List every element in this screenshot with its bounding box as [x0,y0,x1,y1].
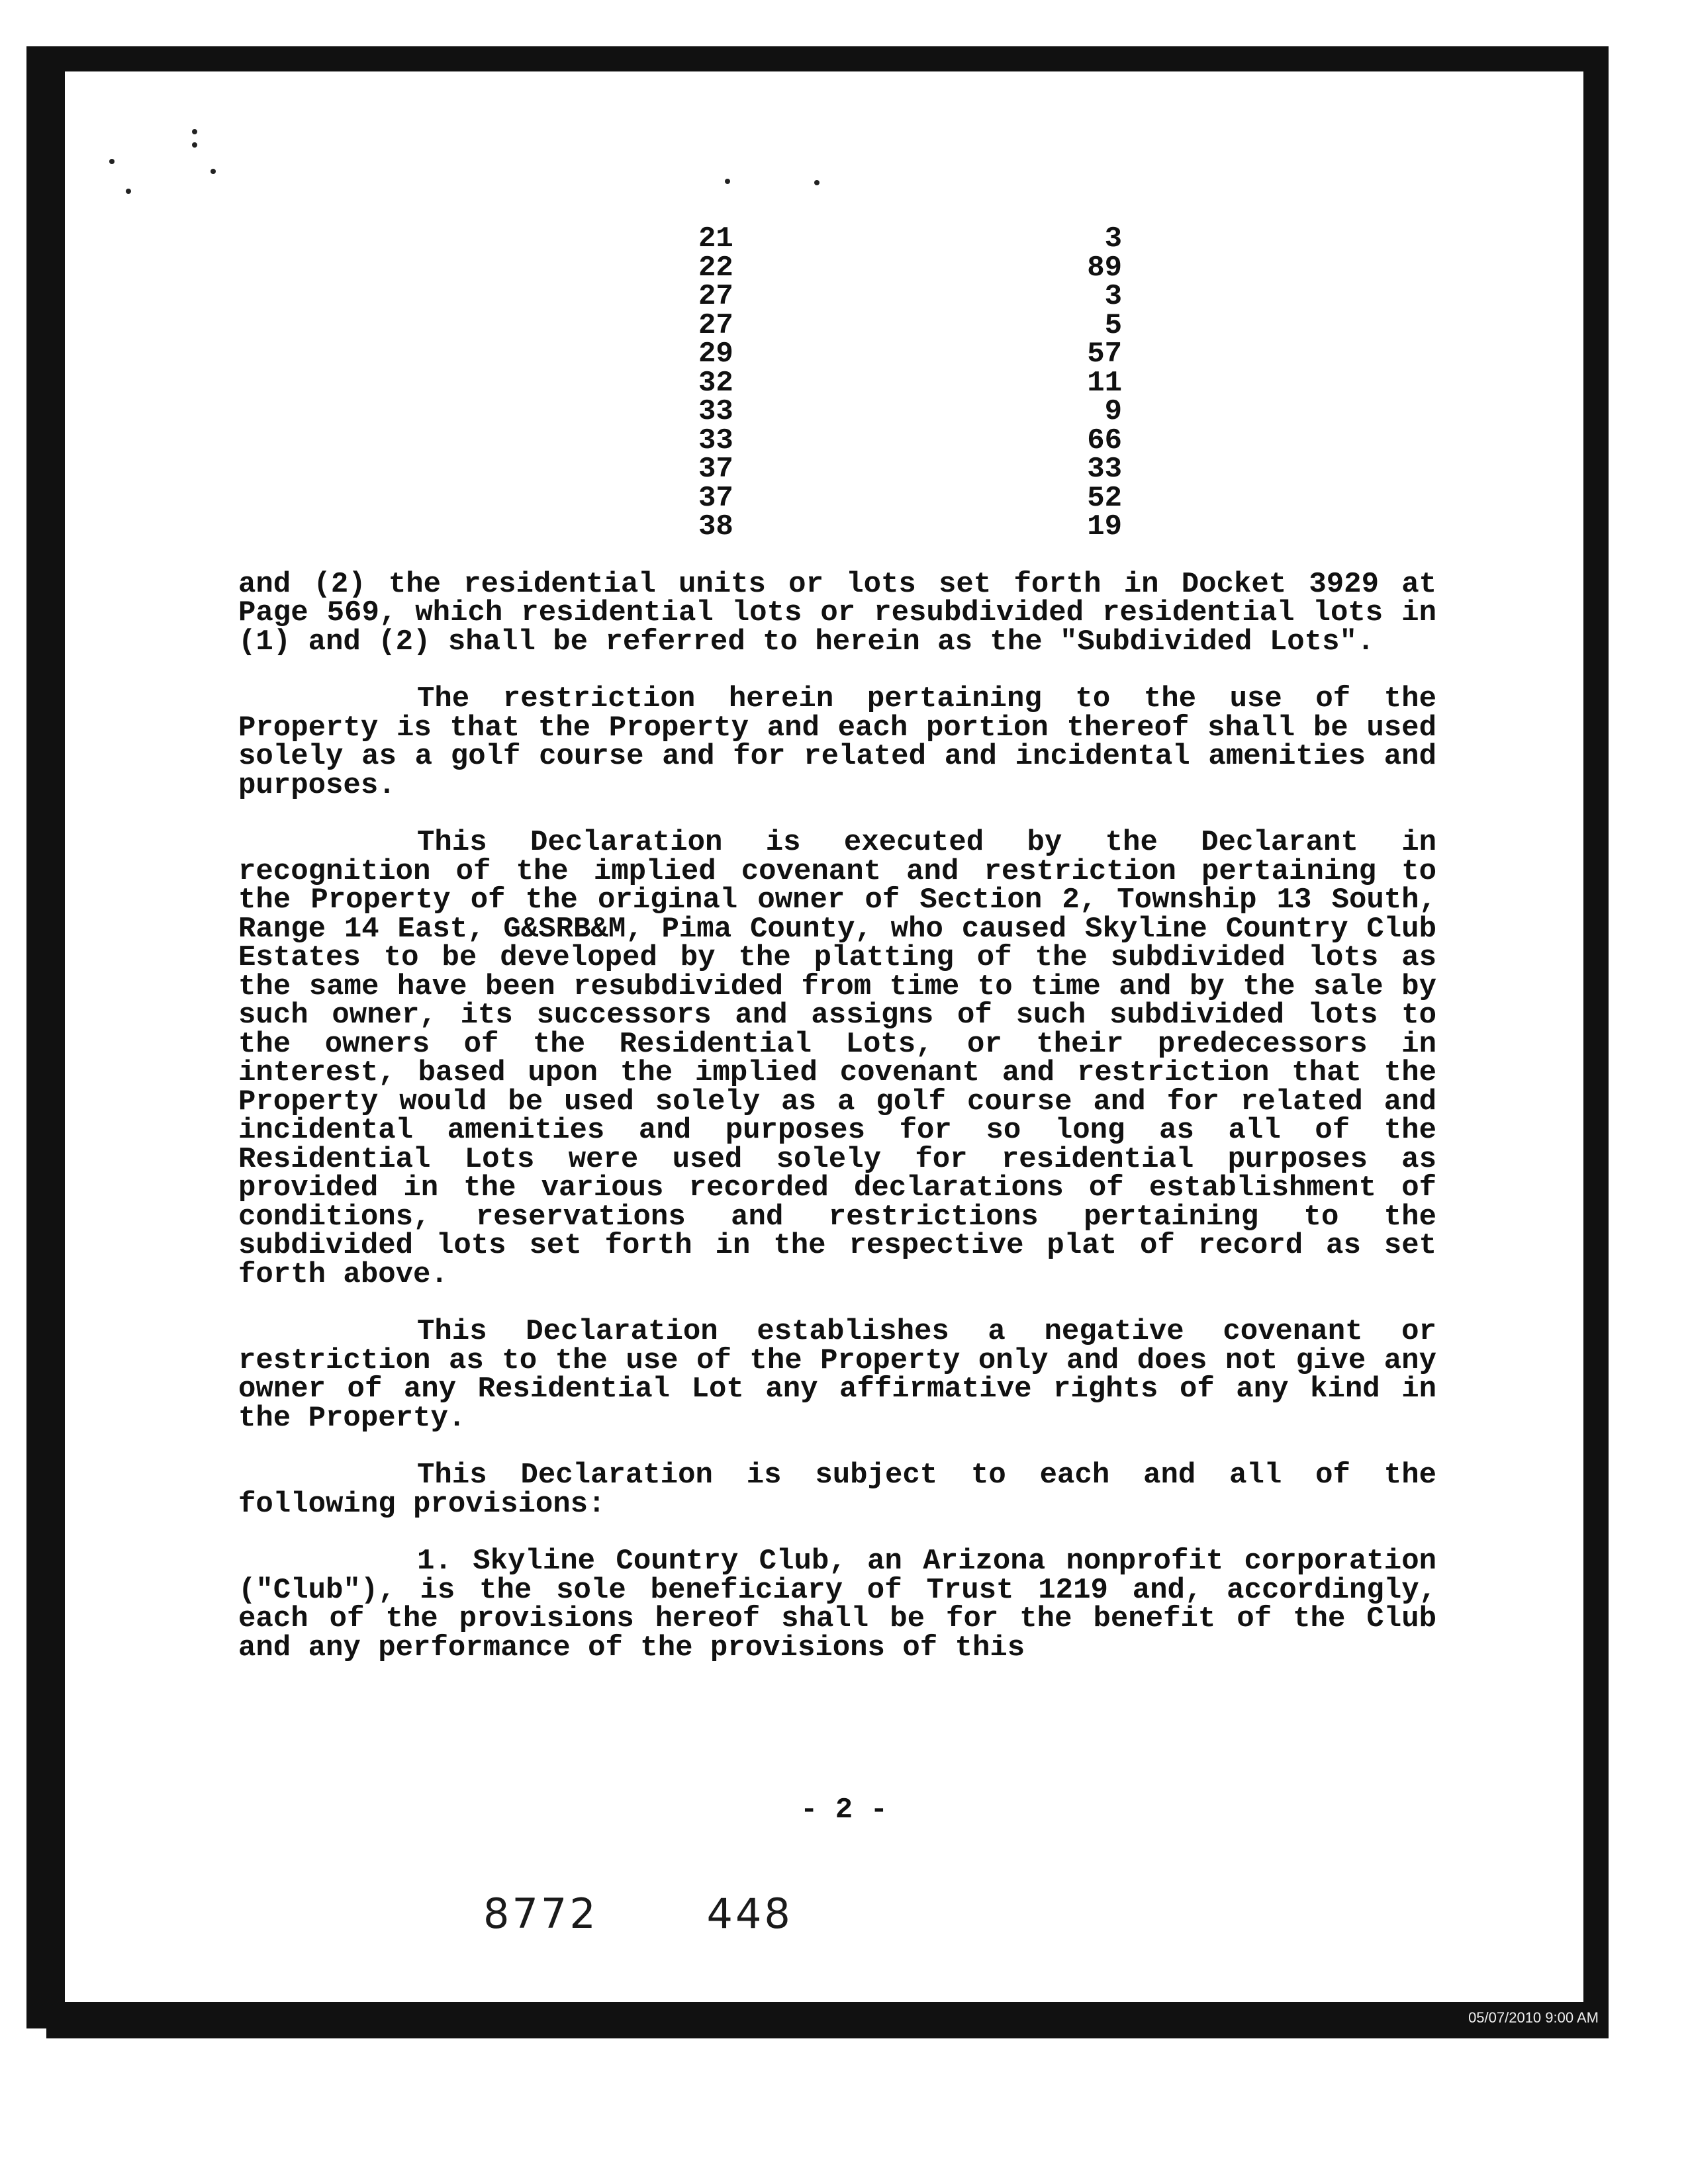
lot-cell-left: 22 [698,251,733,285]
scan-border-bottom [46,2002,1609,2038]
table-row [698,427,1122,456]
lot-cell-left: 33 [698,424,733,457]
paragraph-restriction: The restriction herein pertaining to the use of the Property is that the Property and each portion thereof shall be used solely as a golf course and for related and incidental amenities and purposes. [238,682,1436,802]
lot-cell-left: 27 [698,280,733,313]
lot-cell-left: 37 [698,453,733,486]
docket-page-number: 448 [706,1889,793,1938]
scan-border-left [26,46,65,2028]
table-row [698,225,1122,254]
lot-cell-right: 19 [1087,510,1122,543]
scan-speck [725,179,730,184]
scan-border-top [26,46,1609,71]
lot-cell-left: 33 [698,395,733,428]
table-row [698,283,1122,312]
table-row [698,369,1122,398]
lot-cell-right: 3 [1104,222,1122,255]
scan-border-right [1583,46,1609,2028]
scan-timestamp: 05/07/2010 9:00 AM [1400,2009,1599,2026]
table-row [698,513,1122,542]
lot-cell-left: 37 [698,481,733,515]
lot-cell-right: 57 [1087,338,1122,371]
scan-speck [211,169,216,174]
table-row [698,455,1122,484]
scan-speck [192,142,197,148]
paragraph-provision-1: 1. Skyline Country Club, an Arizona nonprofit corporation ("Club"), is the sole beneficiary of Trust 1219 and, accordingly, each of the provisions hereof shall be for the benefit of the Club and any performance of the provisions of this [238,1545,1436,1664]
lot-cell-left: 27 [698,308,733,342]
lots-table [698,222,1122,543]
paragraph-subdivided-lots: and (2) the residential units or lots set forth in Docket 3929 at Page 569, which residential lots or resubdivided residential lots in (1) and (2) shall be referred to herein as the "Subdivided Lots". [238,567,1436,659]
document-body [238,222,1436,1664]
paragraph-declaration-executed: This Declaration is executed by the Declarant in recognition of the implied covenant and restriction pertaining to the Property of the original owner of Section 2, Township 13 South, Range 14 East, G&SRB&M, Pima County, who caused Skyline Country Club Estates to be developed by the platting of the subdivided lots as the same have been resubdivided from time to time and by the sale by such owner, its successors and assigns of such subdivided lots to the owners of the Residential Lots, or their predecessors in interest, based upon the implied covenant and restriction that the Property would be used solely as a golf course and for related and incidental amenities and purposes for so long as all of the Residential Lots were used solely for residential purposes as provided in the various recorded declarations of establishment of conditions, reservations and restrictions pertaining to the subdivided lots set forth in the respective plat of record as set forth above. [238,826,1436,1291]
paragraph-provisions-intro: This Declaration is subject to each and all of the following provisions: [238,1459,1436,1521]
lot-cell-right: 11 [1087,366,1122,400]
scan-speck [192,129,197,134]
lot-cell-right: 9 [1104,395,1122,428]
scan-speck [126,189,131,194]
table-row [698,312,1122,341]
lot-cell-left: 32 [698,366,733,400]
lot-cell-right: 33 [1087,453,1122,486]
table-row [698,340,1122,369]
scan-speck [109,159,115,164]
table-row [698,484,1122,514]
table-row [698,254,1122,283]
docket-book-number: 8772 [483,1889,598,1938]
table-row [698,398,1122,427]
lot-cell-right: 5 [1104,308,1122,342]
lot-cell-right: 89 [1087,251,1122,285]
scan-speck [814,180,820,185]
paragraph-negative-covenant: This Declaration establishes a negative covenant or restriction as to the use of the Property only and does not give any owner of any Residential Lot any affirmative rights of any kind in the Property. [238,1315,1436,1435]
lot-cell-right: 66 [1087,424,1122,457]
page-number: - 2 - [800,1794,888,1827]
lot-cell-right: 52 [1087,481,1122,515]
lot-cell-left: 38 [698,510,733,543]
lot-cell-left: 21 [698,222,733,255]
lot-cell-left: 29 [698,338,733,371]
lot-cell-right: 3 [1104,280,1122,313]
docket-stamp [483,1889,793,1938]
